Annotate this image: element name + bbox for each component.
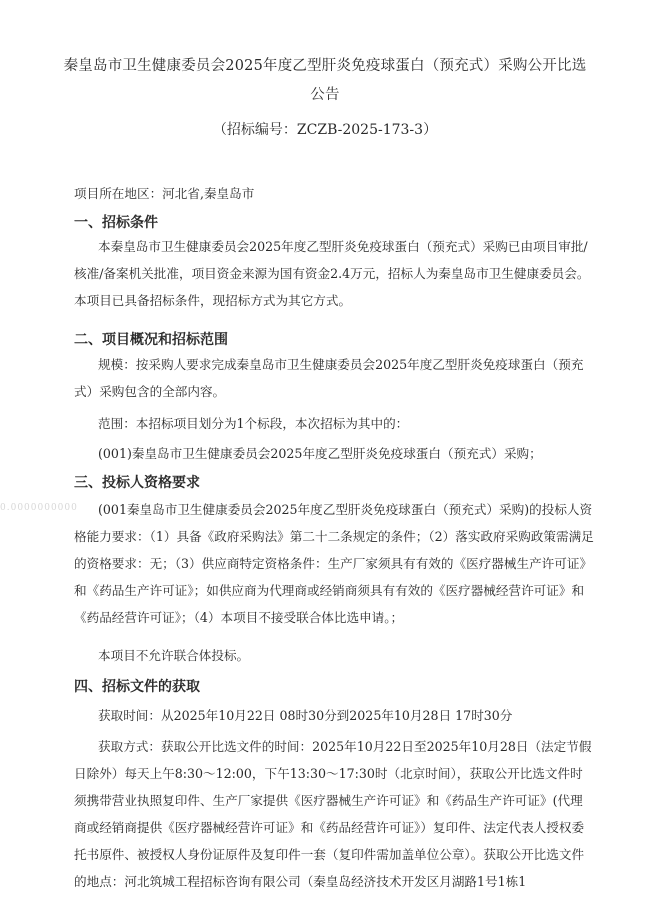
section-4-method: 获取方式：获取公开比选文件的时间：2025年10月22日至2025年10月28日（法定节假日除外）每天上午8:30～12:00，下午13:30～17:30时（北京时间），获取公开比选文件时须携带营业执照复印件、生产厂家提供《医疗器械生产许可证》和《药品生产许可证》(代理商或经销商提供《医疗器械经营许可证》和《药品经营许可证》）复印件、法定代表人授权委托书原件、被授权人身份证原件及复印件一套（复印件需加盖单位公章）。获取公开比选文件的地点：河北筑城工程招标咨询有限公司（秦皇岛经济技术开发区月湖路1号1栋1 [74,739,592,889]
project-region: 项目所在地区：河北省,秦皇岛市 [74,186,255,201]
section-4-heading: 四、招标文件的获取 [74,679,200,695]
tender-code: （招标编号：ZCZB-2025-173-3） [212,122,438,138]
section-1-body: 本秦皇岛市卫生健康委员会2025年度乙型肝炎免疫球蛋白（预充式）采购已由项目审批/核准/备案机关批准，项目资金来源为国有资金2.4万元，招标人为秦皇岛市卫生健康委员会。本项目已具备招标条件，现招标方式为其它方式。 [74,239,590,308]
page-title: 秦皇岛市卫生健康委员会2025年度乙型肝炎免疫球蛋白（预充式）采购公开比选公告 [63,58,587,103]
faint-bleed-text: 0.0000000000 [0,503,78,513]
section-2-lot: (001)秦皇岛市卫生健康委员会2025年度乙型肝炎免疫球蛋白（预充式）采购； [98,446,542,461]
section-3-consortium: 本项目不允许联合体投标。 [98,648,250,663]
section-3-heading: 三、投标人资格要求 [74,475,200,491]
section-2-heading: 二、项目概况和招标范围 [74,332,228,348]
section-4-time: 获取时间：从2025年10月22日 08时30分到2025年10月28日 17时30分 [98,708,513,723]
section-2-range: 范围：本招标项目划分为1个标段，本次招标为其中的： [98,416,409,431]
section-3-body: (001秦皇岛市卫生健康委员会2025年度乙型肝炎免疫球蛋白（预充式）采购)的投标人资格能力要求：（1）具备《政府采购法》第二十二条规定的条件；（2）落实政府采购政策需满足的资格要求：无；（3）供应商特定资格条件：生产厂家须具有有效的《医疗器械生产许可证》和《药品生产许可证》；如供应商为代理商或经销商须具有有效的《医疗器械经营许可证》和《药品经营许可证》；（4）本项目不接受联合体比选申请。； [74,502,594,625]
section-1-heading: 一、招标条件 [74,215,158,231]
section-2-scale: 规模：按采购人要求完成秦皇岛市卫生健康委员会2025年度乙型肝炎免疫球蛋白（预充式）采购包含的全部内容。 [74,357,584,399]
